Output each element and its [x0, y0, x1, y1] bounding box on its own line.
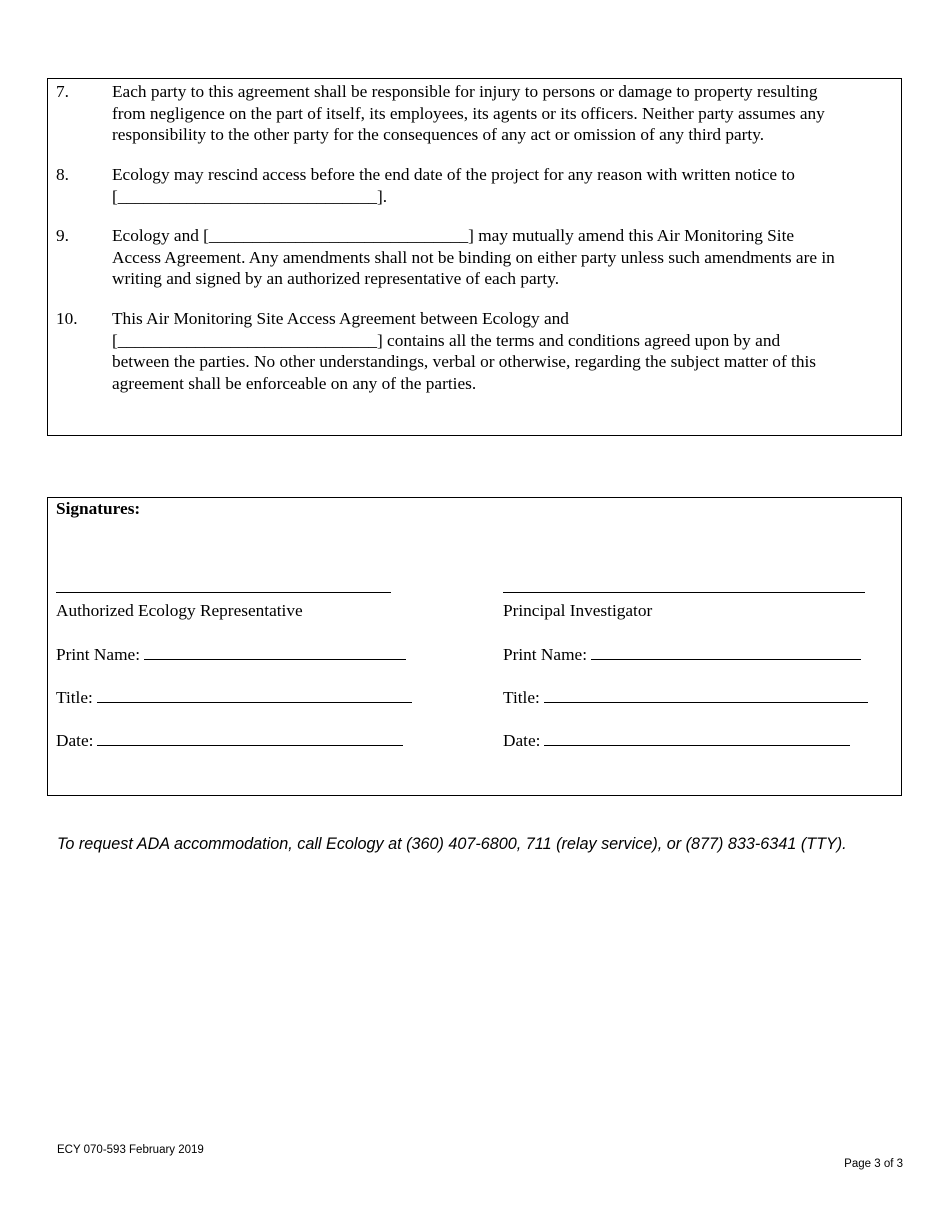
term-text: Ecology and [______________________________] may mutually amend this Air Monitoring Site Access Agreement. Any amendments shall not be binding on either party unless such amendments are in writing and signed by an authorized representative of each party.: [112, 226, 835, 288]
term-item-9: [56, 225, 893, 290]
investigator-print-name-field: [503, 644, 861, 665]
signatures-section: [47, 497, 902, 796]
signatures-heading: Signatures:: [56, 499, 141, 518]
term-text: Ecology may rescind access before the end date of the project for any reason with written notice to [______________________________].: [112, 165, 795, 206]
term-number: 9.: [56, 226, 69, 245]
term-item-10: [56, 308, 893, 394]
page-number: Page 3 of 3: [844, 1158, 903, 1170]
term-text: This Air Monitoring Site Access Agreement between Ecology and [______________________________] contains all the terms and conditions agreed upon by and between the parties. No other understandings, verbal or otherwise, regarding the subject matter of this agreement shall be enforceable on any of the parties.: [112, 309, 816, 393]
terms-section: [47, 78, 902, 436]
ecology-title-blank[interactable]: [97, 687, 412, 703]
date-label: Date:: [56, 731, 94, 750]
term-number: 8.: [56, 165, 69, 184]
print-name-label: Print Name:: [56, 645, 140, 664]
ecology-date-field: [56, 730, 403, 751]
ada-notice: To request ADA accommodation, call Ecology at (360) 407-6800, 711 (relay service), or (877) 833-6341 (TTY).: [57, 835, 847, 853]
term-item-8: [56, 164, 893, 207]
ecology-signature-line[interactable]: [56, 592, 391, 593]
investigator-role-label: Principal Investigator: [503, 601, 653, 620]
term-number: 7.: [56, 82, 69, 101]
date-label: Date:: [503, 731, 541, 750]
title-label: Title:: [503, 688, 540, 707]
investigator-title-blank[interactable]: [544, 687, 868, 703]
investigator-print-name-blank[interactable]: [591, 644, 861, 660]
ecology-role-label: Authorized Ecology Representative: [56, 601, 303, 620]
ecology-date-blank[interactable]: [97, 730, 403, 746]
ecology-print-name-field: [56, 644, 406, 665]
form-id: ECY 070-593 February 2019: [57, 1144, 204, 1156]
investigator-signature-line[interactable]: [503, 592, 865, 593]
print-name-label: Print Name:: [503, 645, 587, 664]
term-item-7: [56, 81, 893, 146]
ecology-print-name-blank[interactable]: [144, 644, 406, 660]
term-number: 10.: [56, 309, 78, 328]
ecology-title-field: [56, 687, 412, 708]
investigator-title-field: [503, 687, 868, 708]
investigator-signature-block: [503, 578, 865, 750]
title-label: Title:: [56, 688, 93, 707]
investigator-date-field: [503, 730, 850, 751]
investigator-date-blank[interactable]: [544, 730, 850, 746]
term-text: Each party to this agreement shall be responsible for injury to persons or damage to property resulting from negligence on the part of itself, its employees, its agents or its officers. Neither party assumes any responsibility to the other party for the consequences of any act or omission of any third party.: [112, 82, 825, 144]
ecology-signature-block: [56, 578, 391, 750]
